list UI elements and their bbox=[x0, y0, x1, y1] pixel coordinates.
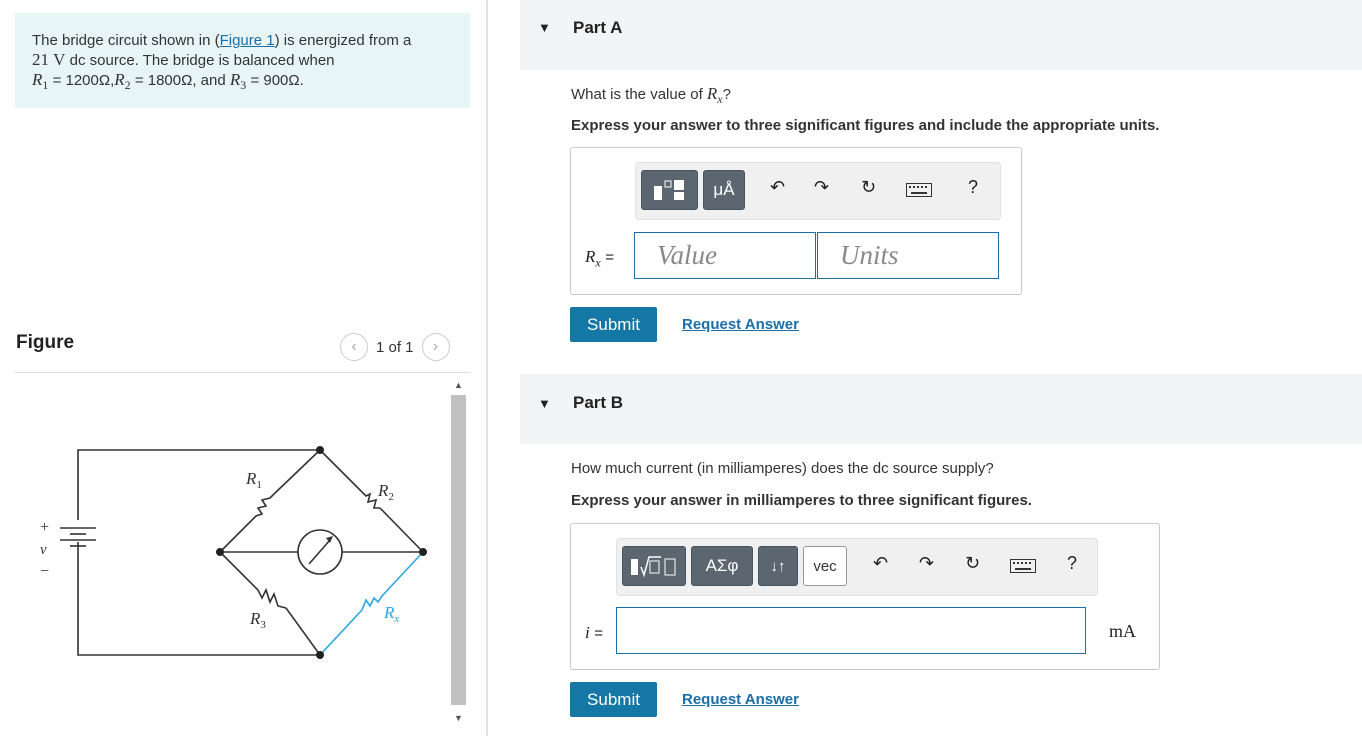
current-label bbox=[585, 622, 603, 643]
units-placeholder: Units bbox=[840, 240, 899, 270]
problem-text: The bridge circuit shown in ( bbox=[32, 32, 220, 49]
redo-icon[interactable]: ↷ bbox=[919, 553, 935, 573]
scrollbar-thumb[interactable] bbox=[451, 395, 466, 705]
part-b-title: Part B bbox=[573, 393, 624, 412]
undo-icon[interactable]: ↶ bbox=[770, 177, 786, 197]
chevron-right-icon[interactable]: › bbox=[422, 333, 450, 361]
resistor-rx bbox=[362, 596, 382, 610]
vec-button[interactable]: vec bbox=[803, 546, 847, 586]
figure-pager bbox=[340, 333, 450, 361]
equals-sign: = bbox=[605, 249, 614, 266]
part-a-submit-button[interactable]: Submit bbox=[570, 307, 657, 342]
svg-text:Rx bbox=[383, 603, 399, 625]
r1-subscript: 1 bbox=[42, 78, 49, 92]
wire-bottom bbox=[78, 542, 320, 655]
label-minus: − bbox=[40, 563, 50, 580]
r2-value: = 1800Ω, bbox=[134, 72, 197, 89]
help-button[interactable]: ? bbox=[1067, 553, 1078, 573]
part-a-instruction: Express your answer to three significant figures and include the appropriate units. bbox=[571, 117, 1160, 134]
part-a-toolbar bbox=[635, 162, 1001, 220]
wire-rx-bottom bbox=[320, 610, 362, 655]
problem-text: dc source. The bridge is balanced when bbox=[69, 52, 335, 69]
problem-text: ) is energized from a bbox=[274, 32, 412, 49]
rx-subscript: x bbox=[717, 92, 723, 106]
rx-symbol: R bbox=[585, 247, 596, 266]
label-v: v bbox=[40, 542, 47, 558]
r2-subscript: 2 bbox=[124, 78, 131, 92]
resistor-r3 bbox=[258, 590, 286, 608]
wire-left-upper bbox=[220, 520, 252, 552]
i-symbol: i bbox=[585, 623, 590, 642]
wire-r2-top bbox=[320, 450, 362, 492]
chevron-left-icon[interactable]: ‹ bbox=[340, 333, 368, 361]
greek-button[interactable]: ΑΣφ bbox=[691, 546, 753, 586]
left-panel bbox=[0, 0, 486, 736]
part-b-submit-button[interactable]: Submit bbox=[570, 682, 657, 717]
label-rx: R bbox=[384, 603, 395, 622]
needle-arrowhead bbox=[326, 536, 333, 543]
label-r3-sub: 3 bbox=[260, 619, 266, 631]
question-text: ? bbox=[722, 86, 731, 103]
rx-label bbox=[585, 246, 614, 271]
scroll-down-icon[interactable]: ▼ bbox=[454, 713, 463, 723]
undo-icon[interactable]: ↶ bbox=[873, 553, 889, 573]
part-b-question: How much current (in milliamperes) does the dc source supply? bbox=[571, 460, 994, 477]
r3-subscript: 3 bbox=[240, 78, 247, 92]
template-icon[interactable] bbox=[641, 170, 698, 210]
r1-symbol: R bbox=[32, 70, 43, 89]
panel-divider bbox=[486, 0, 488, 736]
wire-r1-top bbox=[274, 450, 320, 494]
caret-down-icon[interactable]: ▼ bbox=[538, 20, 551, 35]
figure-scrollbar[interactable] bbox=[450, 378, 467, 736]
label-r1: R bbox=[246, 469, 257, 488]
part-b-header[interactable] bbox=[520, 374, 1362, 444]
svg-text:R1 bbox=[245, 469, 262, 491]
figure-link[interactable]: Figure 1 bbox=[219, 32, 275, 49]
sqrt-template-icon[interactable] bbox=[622, 546, 686, 586]
r3-value: = 900Ω. bbox=[250, 72, 304, 89]
voltage-unit: V bbox=[53, 50, 66, 69]
voltage-value: 21 bbox=[32, 50, 49, 69]
divider bbox=[15, 372, 470, 373]
help-button[interactable]: ? bbox=[968, 177, 979, 197]
part-a-question bbox=[571, 84, 731, 107]
wire-r2-bottom bbox=[380, 508, 423, 552]
keyboard-icon[interactable] bbox=[906, 181, 932, 202]
node-right bbox=[419, 548, 427, 556]
wire-left-lower bbox=[220, 552, 258, 590]
node-left bbox=[216, 548, 224, 556]
wire-rx-top bbox=[382, 552, 423, 596]
value-placeholder: Value bbox=[657, 240, 717, 270]
units-button[interactable]: μÅ bbox=[703, 170, 745, 210]
resistor-r1 bbox=[252, 494, 274, 520]
part-a-request-answer-link[interactable]: Request Answer bbox=[682, 316, 799, 333]
pager-count: 1 of 1 bbox=[376, 338, 414, 356]
caret-down-icon[interactable]: ▼ bbox=[538, 396, 551, 411]
figure-heading: Figure bbox=[16, 332, 75, 353]
galvanometer-needle bbox=[309, 540, 330, 564]
arrows-button[interactable]: ↓↑ bbox=[758, 546, 798, 586]
reset-icon[interactable]: ↻ bbox=[861, 177, 877, 197]
wire-r3-bottom bbox=[286, 608, 320, 655]
svg-text:R2 bbox=[377, 481, 394, 503]
node-bottom bbox=[316, 651, 324, 659]
r1-value: = 1200Ω, bbox=[52, 72, 115, 89]
label-rx-sub: x bbox=[394, 613, 400, 625]
keyboard-icon[interactable] bbox=[1010, 557, 1036, 578]
r3-symbol: R bbox=[229, 70, 241, 89]
part-a-header[interactable] bbox=[520, 0, 1362, 70]
svg-text:R3 bbox=[249, 609, 266, 631]
label-r2-sub: 2 bbox=[388, 491, 394, 503]
part-a-title: Part A bbox=[573, 18, 623, 37]
redo-icon[interactable]: ↷ bbox=[814, 177, 830, 197]
label-r3: R bbox=[250, 609, 261, 628]
scroll-up-icon[interactable]: ▲ bbox=[454, 380, 463, 390]
part-b-answer-box bbox=[570, 523, 1160, 670]
current-input[interactable] bbox=[616, 607, 1086, 654]
rx-symbol: R bbox=[706, 84, 718, 103]
label-r1-sub: 1 bbox=[256, 479, 262, 491]
equals-sign: = bbox=[594, 625, 603, 642]
node-top bbox=[316, 446, 324, 454]
question-text: What is the value of bbox=[571, 86, 703, 103]
value-input[interactable] bbox=[634, 232, 816, 279]
unit-label: mA bbox=[1109, 621, 1136, 641]
rx-subscript: x bbox=[595, 255, 601, 270]
bridge-circuit-diagram bbox=[30, 430, 440, 670]
problem-statement bbox=[15, 13, 470, 108]
label-plus: + bbox=[40, 519, 50, 536]
label-r2: R bbox=[378, 481, 389, 500]
problem-text: and bbox=[200, 72, 226, 89]
part-b-toolbar bbox=[616, 538, 1098, 596]
part-b-request-answer-link[interactable]: Request Answer bbox=[682, 691, 799, 708]
r2-symbol: R bbox=[114, 70, 125, 89]
part-a-answer-box bbox=[570, 147, 1022, 295]
units-input[interactable] bbox=[817, 232, 999, 279]
part-b-instruction: Express your answer in milliamperes to three significant figures. bbox=[571, 492, 1032, 509]
reset-icon[interactable]: ↻ bbox=[965, 553, 981, 573]
